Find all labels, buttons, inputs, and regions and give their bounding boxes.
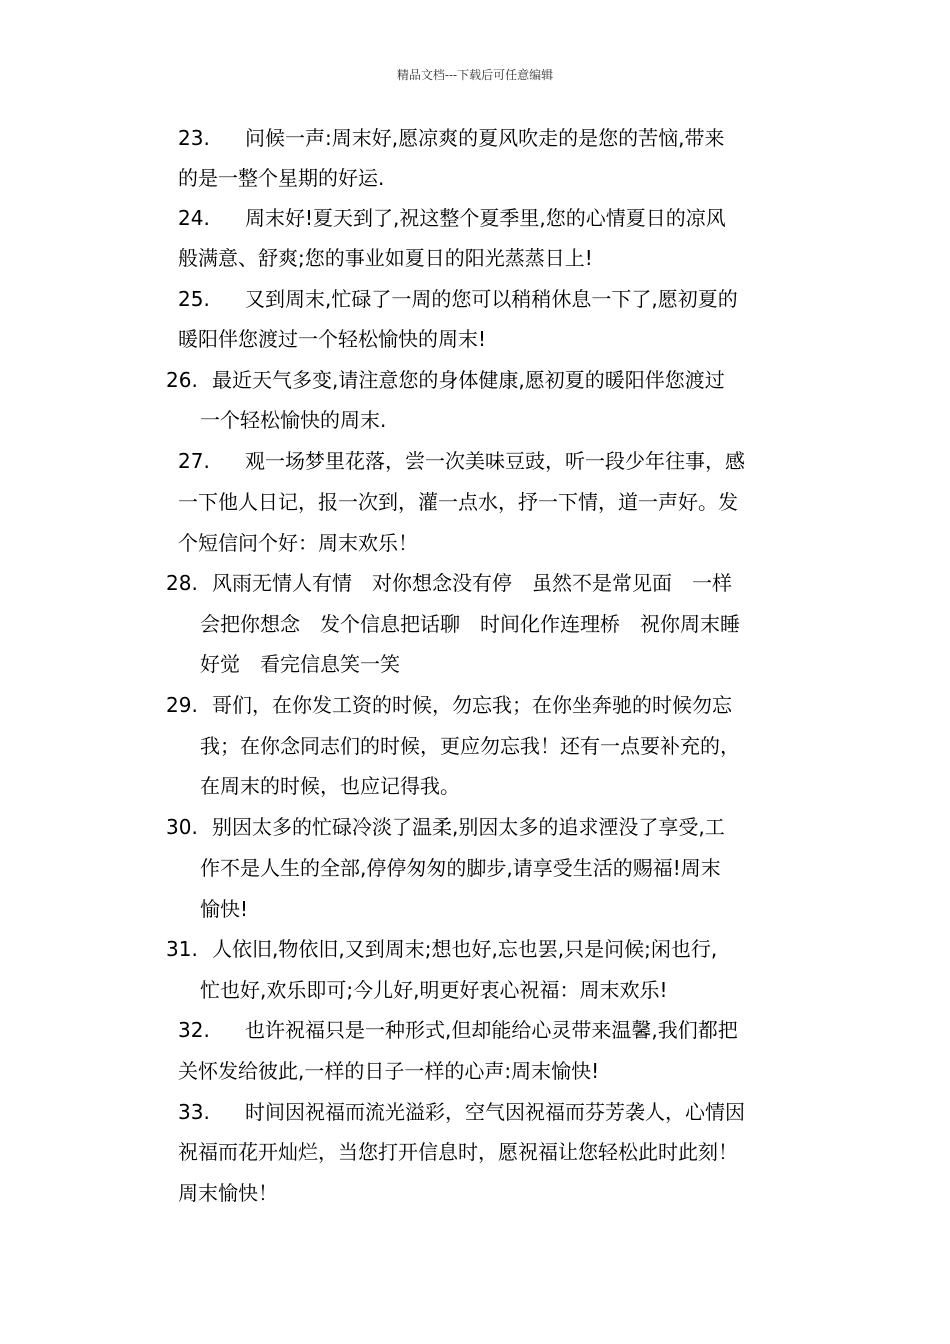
list-item-line (166, 569, 732, 597)
list-item-line: 祝福而花开灿烂，当您打开信息时，愿祝福让您轻松此时此刻！ (178, 1140, 738, 1164)
item-number: 30. (166, 815, 198, 839)
list-item-line (178, 1016, 738, 1044)
list-item-line (178, 1098, 745, 1126)
list-item-line: 周末愉快！ (178, 1181, 278, 1205)
item-text: 问候一声:周末好,愿凉爽的夏风吹走的是您的苦恼,带来 (245, 126, 725, 150)
item-text: 周末好!夏天到了,祝这整个夏季里,您的心情夏日的凉风 (245, 206, 726, 230)
item-number: 27. (178, 449, 210, 473)
item-number: 28. (166, 571, 198, 595)
item-text: 最近天气多变,请注意您的身体健康,愿初夏的暖阳伴您渡过 (212, 368, 725, 392)
list-item-line: 愉快! (200, 897, 249, 921)
item-text: 也许祝福只是一种形式,但却能给心灵带来温馨,我们都把 (245, 1018, 738, 1042)
list-item-line: 好觉 看完信息笑一笑 (200, 652, 400, 676)
list-item-line: 关怀发给彼此,一样的日子一样的心声:周末愉快! (178, 1059, 600, 1083)
list-item-line: 的是一整个星期的好运. (178, 166, 385, 190)
item-number: 25. (178, 287, 210, 311)
list-item-line: 在周末的时候，也应记得我。 (200, 774, 460, 798)
list-item-line (166, 691, 732, 719)
item-text: 又到周末,忙碌了一周的您可以稍稍休息一下了,愿初夏的 (245, 287, 738, 311)
item-number: 33. (178, 1100, 210, 1124)
list-item-line (178, 124, 724, 152)
page-header: 精品文档---下载后可任意编辑 (396, 68, 554, 82)
list-item-line (166, 935, 717, 963)
list-item-line (178, 447, 745, 475)
item-number: 24. (178, 206, 210, 230)
item-text: 哥们，在你发工资的时候，勿忘我；在你坐奔驰的时候勿忘 (212, 693, 732, 717)
list-item-line: 一个轻松愉快的周末. (200, 408, 387, 432)
item-number: 32. (178, 1018, 210, 1042)
list-item-line: 个短信问个好：周末欢乐！ (178, 531, 418, 555)
item-text: 别因太多的忙碌冷淡了温柔,别因太多的追求湮没了享受,工 (212, 815, 725, 839)
list-item-line (178, 285, 738, 313)
list-item-line: 我；在你念同志们的时候，更应勿忘我！还有一点要补充的， (200, 734, 740, 758)
item-number: 31. (166, 937, 198, 961)
list-item-line (166, 813, 725, 841)
item-number: 29. (166, 693, 198, 717)
list-item-line: 般满意、舒爽;您的事业如夏日的阳光蒸蒸日上! (178, 246, 593, 270)
list-item-line: 一下他人日记，报一次到，灌一点水，抒一下情，道一声好。发 (178, 490, 738, 514)
list-item-line (178, 204, 726, 232)
list-item-line: 会把你想念 发个信息把话聊 时间化作连理桥 祝你周末睡 (200, 612, 740, 636)
item-text: 时间因祝福而流光溢彩，空气因祝福而芬芳袭人，心情因 (245, 1100, 745, 1124)
list-item-line: 暖阳伴您渡过一个轻松愉快的周末! (178, 327, 487, 351)
item-text: 人依旧,物依旧,又到周末;想也好,忘也罢,只是问候;闲也行, (212, 937, 718, 961)
list-item-line: 忙也好,欢乐即可;今儿好,明更好衷心祝福：周末欢乐! (200, 978, 668, 1002)
list-item-line (166, 366, 725, 394)
item-text: 观一场梦里花落，尝一次美味豆豉，听一段少年往事，感 (245, 449, 745, 473)
list-item-line: 作不是人生的全部,停停匆匆的脚步,请享受生活的赐福!周末 (200, 856, 721, 880)
item-number: 26. (166, 368, 198, 392)
item-number: 23. (178, 126, 210, 150)
item-text: 风雨无情人有情 对你想念没有停 虽然不是常见面 一样 (212, 571, 732, 595)
